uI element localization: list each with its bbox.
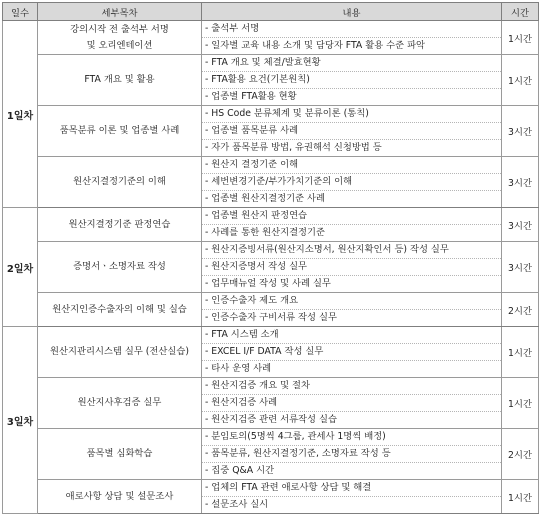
- content-item: - 출석부 서명: [202, 21, 501, 38]
- hours-cell: 3시간: [502, 242, 539, 293]
- hours-cell: 2시간: [502, 429, 539, 480]
- content-item: - 일자별 교육 내용 소개 및 담당자 FTA 활용 수준 파악: [205, 40, 426, 51]
- subject-line: 및 오리엔테이션: [86, 39, 153, 51]
- content-item: - FTA 개요 및 체결/발효현황: [202, 55, 501, 72]
- training-schedule-table: [2, 2, 539, 514]
- content-cell: [202, 480, 502, 514]
- content-item: - FTA 시스템 소개: [202, 327, 501, 344]
- content-item: - 업종별 원산지결정기준 사례: [205, 193, 325, 204]
- content-item: - 품목분류, 원산지결정기준, 소명자료 작성 등: [202, 446, 501, 463]
- schedule-row: [3, 208, 539, 242]
- subject-cell: [38, 242, 202, 293]
- subject-line: 원산지관리시스템 실무 (전산실습): [50, 346, 189, 357]
- content-item: - 업체의 FTA 관련 애로사항 상담 및 해결: [202, 480, 501, 497]
- content-item: - 원산지증명서 작성 실무: [202, 259, 501, 276]
- content-item: - 인증수출자 제도 개요: [202, 293, 501, 310]
- content-cell: [202, 21, 502, 55]
- subject-line: 원산지인증수출자의 이해 및 실습: [52, 303, 187, 315]
- schedule-row: [3, 327, 539, 378]
- subject-cell: [38, 21, 202, 55]
- subject-cell: [38, 293, 202, 327]
- content-item: - 업무매뉴얼 작성 및 사례 실무: [205, 278, 331, 289]
- content-cell: [202, 327, 502, 378]
- subject-line: 원산지결정기준 판정연습: [68, 218, 171, 230]
- content-cell: [202, 55, 502, 106]
- header-row: [3, 3, 539, 21]
- schedule-row: [3, 480, 539, 514]
- content-item: - 업종별 원산지 판정연습: [202, 208, 501, 225]
- content-cell: [202, 429, 502, 480]
- content-item: - 설문조사 실시: [205, 499, 269, 510]
- content-item: - 원산지 결정기준 이해: [202, 157, 501, 174]
- content-item: - 업종별 FTA활용 현황: [205, 91, 297, 102]
- subject-cell: [38, 378, 202, 429]
- content-item: - 세번변경기준/부가가치기준의 이해: [202, 174, 501, 191]
- subject-cell: [38, 55, 202, 106]
- hours-cell: 3시간: [502, 106, 539, 157]
- hours-cell: 3시간: [502, 157, 539, 208]
- hours-cell: 1시간: [502, 480, 539, 514]
- hours-cell: 2시간: [502, 293, 539, 327]
- header-day: 일수: [3, 3, 38, 21]
- schedule-row: [3, 293, 539, 327]
- schedule-body: [3, 21, 539, 514]
- subject-cell: [38, 157, 202, 208]
- content-item: - 집중 Q&A 시간: [205, 465, 275, 476]
- content-item: - FTA활용 요건(기본원칙): [202, 72, 501, 89]
- day-label: 3일차: [3, 327, 38, 514]
- hours-cell: 3시간: [502, 208, 539, 242]
- subject-line: 원산지결정기준의 이해: [73, 176, 166, 187]
- schedule-row: [3, 106, 539, 157]
- content-cell: [202, 293, 502, 327]
- schedule-row: [3, 55, 539, 106]
- content-cell: [202, 378, 502, 429]
- subject-line: 애로사항 상담 및 설문조사: [65, 490, 174, 502]
- schedule-row: [3, 21, 539, 55]
- content-cell: [202, 106, 502, 157]
- content-item: - EXCEL I/F DATA 작성 실무: [202, 344, 501, 361]
- content-cell: [202, 157, 502, 208]
- subject-cell: [38, 208, 202, 242]
- content-item: - 업종별 품목분류 사례: [202, 123, 501, 140]
- hours-cell: 1시간: [502, 21, 539, 55]
- schedule-row: [3, 242, 539, 293]
- schedule-row: [3, 429, 539, 480]
- hours-cell: 1시간: [502, 55, 539, 106]
- content-item: - 분임토의(5명씩 4그룹, 관세사 1명씩 배정): [202, 429, 501, 446]
- content-item: - 인증수출자 구비서류 작성 실무: [205, 312, 337, 323]
- content-cell: [202, 242, 502, 293]
- subject-cell: [38, 327, 202, 378]
- content-item: - 원산지검증 사례: [202, 395, 501, 412]
- header-subject: 세부목차: [38, 3, 202, 21]
- content-cell: [202, 208, 502, 242]
- subject-line: 증명서ㆍ소명자료 작성: [73, 261, 166, 272]
- subject-cell: [38, 480, 202, 514]
- header-content: 내용: [202, 3, 502, 21]
- hours-cell: 1시간: [502, 378, 539, 429]
- subject-cell: [38, 429, 202, 480]
- hours-cell: 1시간: [502, 327, 539, 378]
- subject-line: FTA 개요 및 활용: [84, 74, 155, 85]
- day-label: 2일차: [3, 208, 38, 327]
- content-item: - HS Code 분류체계 및 분류이론 (통칙): [202, 106, 501, 123]
- subject-line: 품목별 심화학습: [86, 448, 153, 459]
- subject-line: 품목분류 이론 및 업종별 사례: [59, 125, 180, 136]
- content-item: - 원산지증빙서류(원산지소명서, 원산지확인서 등) 작성 실무: [202, 242, 501, 259]
- schedule-row: [3, 378, 539, 429]
- subject-line: 강의시작 전 출석부 서명: [70, 23, 169, 35]
- content-item: - 자가 품목분류 방법, 유권해석 신청방법 등: [205, 142, 382, 153]
- day-label: 1일차: [3, 21, 38, 208]
- content-item: - 원산지검증 개요 및 절차: [202, 378, 501, 395]
- subject-cell: [38, 106, 202, 157]
- header-hours: 시간: [502, 3, 539, 21]
- content-item: - 타사 운영 사례: [205, 363, 272, 374]
- content-item: - 사례를 통한 원산지결정기준: [205, 227, 325, 238]
- schedule-row: [3, 157, 539, 208]
- subject-line: 원산지사후검증 실무: [77, 397, 162, 408]
- content-item: - 원산지검증 관련 서류작성 실습: [205, 414, 337, 425]
